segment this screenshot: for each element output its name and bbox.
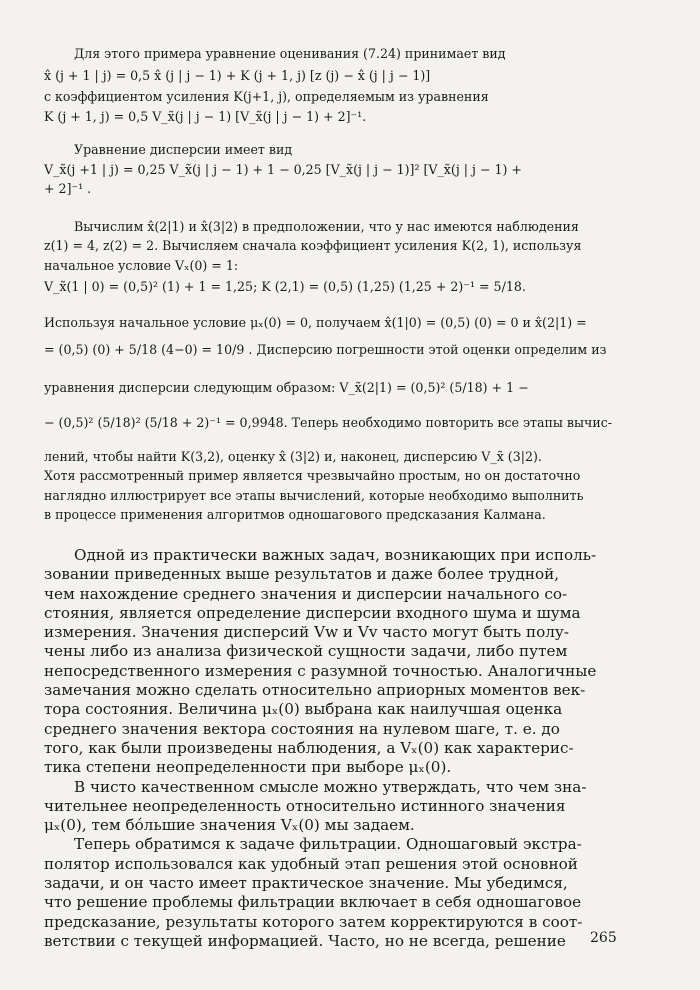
text-line: в процессе применения алгоритмов одношагового предсказания Калмана. [44, 507, 546, 522]
variance-equation: V_x̃(j +1 | j) = 0,25 V_x̃(j | j − 1) + 1 − 0,25 [V_x̃(j | j − 1)]² [V_x̃(j | j − 1) + [44, 161, 522, 177]
text-line: с коэффициентом усиления K(j+1, j), определяемым из уравнения [44, 89, 489, 104]
text-line: задачи, и он часто имеет практическое значение. Мы убедимся, [44, 874, 568, 893]
text-line: чительнее неопределенность относительно истинного значения [44, 796, 566, 815]
gain-equation: K (j + 1, j) = 0,5 V_x̃(j | j − 1) [V_x̃(j | j − 1) + 2]⁻¹. [44, 108, 367, 124]
text-line: μₓ(0), тем бо́льшие значения Vₓ(0) мы задаем. [44, 816, 415, 835]
text-line: среднего значения вектора состояния на нулевом шаге, т. е. до [44, 719, 560, 738]
text-line: что решение проблемы фильтрации включает в себя одношаговое [44, 893, 582, 912]
text-line: Вычислим x̂(2|1) и x̂(3|2) в предположении, что у нас имеются наблюдения [74, 218, 579, 234]
text-line: стояния, является определение дисперсии входного шума и шума [44, 603, 581, 622]
variance-equation-cont: + 2]⁻¹ . [44, 181, 92, 196]
text-line: Уравнение дисперсии имеет вид [74, 142, 293, 157]
initial-calc-equation: V_x̃(1 | 0) = (0,5)² (1) + 1 = 1,25; K (2,1) = (0,5) (1,25) (1,25 + 2)⁻¹ = 5/18. [44, 279, 526, 294]
text-line: Одной из практически важных задач, возникающих при исполь- [74, 546, 597, 564]
estimate-equation: = (0,5) (0) + 5/18 (4−0) = 10/9 . Дисперсию погрешности этой оценки определим из [44, 342, 607, 357]
page-number: 265 [590, 930, 617, 946]
text-line: чем нахождение среднего значения и дисперсии начального со- [44, 584, 568, 603]
text-line: чены либо из анализа физической сущности задачи, либо путем [44, 642, 568, 661]
text-line: тика степени неопределенности при выборе μₓ(0). [44, 758, 452, 777]
text-line: непосредственного измерения с разумной точностью. Аналогичные [44, 661, 597, 680]
variance-calc-line: уравнения дисперсии следующим образом: V_x̃(2|1) = (0,5)² (5/18) + 1 − [44, 379, 529, 395]
text-line: наглядно иллюстрирует все этапы вычислений, которые необходимо выполнить [44, 487, 584, 503]
text-line: измерения. Значения дисперсий Vw и Vv часто могут быть полу- [44, 623, 569, 642]
text-line: Используя начальное условие μₓ(0) = 0, получаем x̂(1|0) = (0,5) (0) = 0 и x̂(2|1) = [44, 314, 587, 330]
text-line: Для этого примера уравнение оценивания (7.24) принимает вид [74, 46, 506, 61]
variance-calc-line-cont: − (0,5)² (5/18)² (5/18 + 2)⁻¹ = 0,9948. Теперь необходимо повторить все этапы вычис- [44, 415, 613, 430]
text-line: предсказание, результаты которого затем корректируются в соот- [44, 912, 583, 931]
text-line: замечания можно сделать относительно априорных моментов век- [44, 681, 586, 700]
text-line: лений, чтобы найти K(3,2), оценку x̂ (3|2) и, наконец, дисперсию V_x̃ (3|2). [44, 448, 542, 464]
text-line: тора состояния. Величина μₓ(0) выбрана как наилучшая оценка [44, 700, 563, 719]
text-line: полятор использовался как удобный этап решения этой основной [44, 854, 578, 873]
body-text [44, 546, 664, 951]
text-line: Теперь обратимся к задаче фильтрации. Одношаговый экстра- [74, 835, 582, 854]
text-line: В чисто качественном смысле можно утверждать, что чем зна- [74, 777, 587, 796]
text-line: ветствии с текущей информацией. Часто, но не всегда, решение [44, 931, 566, 950]
estimation-equation: x̂ (j + 1 | j) = 0,5 x̂ (j | j − 1) + K (j + 1, j) [z (j) − x̂ (j | j − 1)] [44, 67, 431, 83]
example-block [44, 44, 664, 525]
text-line: z(1) = 4, z(2) = 2. Вычисляем сначала коэффициент усиления K(2, 1), используя [44, 238, 582, 253]
text-line: Хотя рассмотренный пример является чрезвычайно простым, но он достаточно [44, 468, 581, 483]
text-line: того, как были произведены наблюдения, а Vₓ(0) как характерис- [44, 738, 574, 757]
text-line: зовании приведенных выше результатов и даже более трудной, [44, 565, 560, 584]
text-line: начальное условие Vₓ(0) = 1: [44, 257, 239, 273]
